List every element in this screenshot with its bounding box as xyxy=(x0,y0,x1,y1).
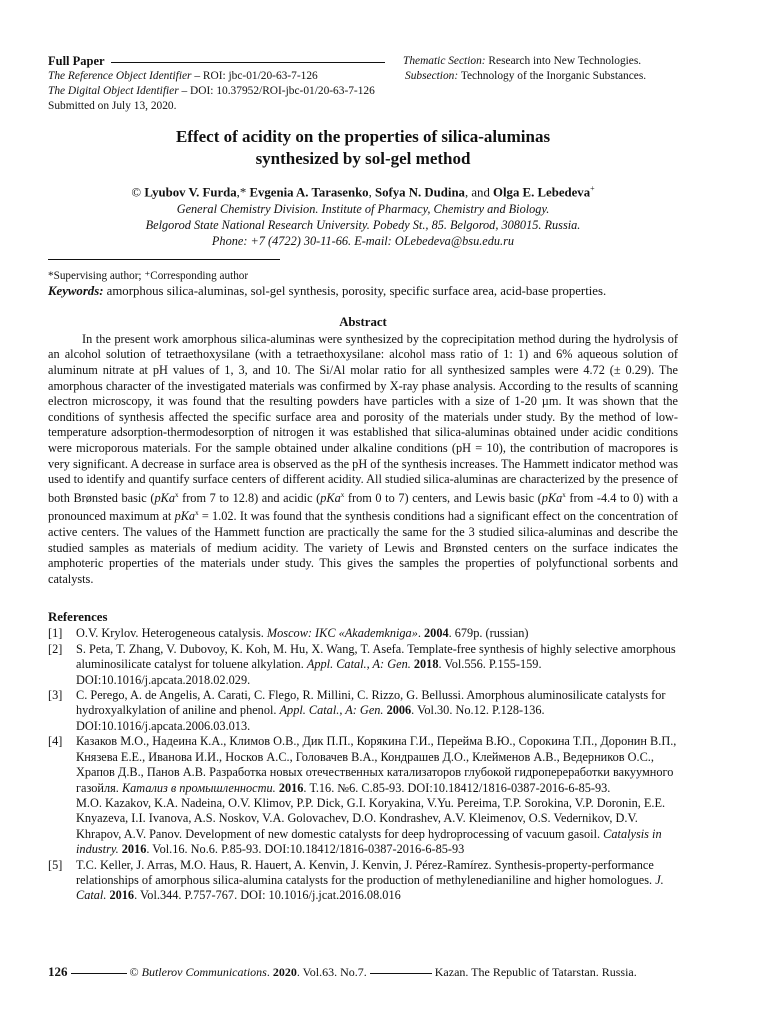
corresponding-mark: + xyxy=(590,184,595,193)
reference-year: 2018 xyxy=(413,657,439,672)
affiliation-line: Belgorod State National Research University. Pobedy St., 85. Belgorod, 308015. Russia. xyxy=(145,218,581,233)
doi-label: The Digital Object Identifier xyxy=(48,85,179,97)
subsection-value: Technology of the Inorganic Substances. xyxy=(460,70,647,82)
reference-text: T.C. Keller, J. Arras, M.O. Haus, R. Hauert, A. Kenvin, J. Kenvin, J. Pérez-Ramírez. Synthesis-property-performance relationships of amorphous silica-alumina catalysts for the production of methylenedianiline and higher homologues. xyxy=(76,857,656,887)
abstract-fragment: = 1.02. It was found that the synthesis conditions had a significant effect on the concentration of active centers. The values of the Hammett function are practically the same for the 3 studied silica-aluminas and describe the studied samples as materials of medium acidity. The variety of Lewis and Brønsted centers on the surface indicates the amphoteric properties of the materials under study. This gives the samples the properties of polyfunctional sorbents and catalysts. xyxy=(48,509,679,586)
reference-text: M.O. Kazakov, K.A. Nadeina, O.V. Klimov, P.P. Dick, G.I. Koryakina, V.Yu. Pereima, T.P. Sorokina, V.P. Doronin, E.E. Knyazeva, I.I. Ivanova, A.S. Noskov, V.A. Golovachev, D.O. Kondrashev, A.V. Kleimenov, O.S. Vedernikov, D.V. Khrapov, A.V. Panov. Development of new domestic catalysts for deep hydroprocessing of vacuum gasoil. xyxy=(76,795,666,841)
reference-journal: Appl. Catal., A: Gen. xyxy=(306,657,411,672)
footer-volume: . Vol.63. No.7. xyxy=(296,965,367,979)
reference-journal: Moscow: IKC «Akademkniga» xyxy=(266,626,418,641)
references-title: References xyxy=(48,610,108,625)
reference-item xyxy=(48,688,678,734)
paper-page xyxy=(48,54,678,904)
footer-separator: . xyxy=(266,965,273,979)
footer-rule xyxy=(71,973,127,974)
reference-year: 2004 xyxy=(424,626,449,641)
page-number: 126 xyxy=(48,964,68,979)
reference-text: . Т.16. №6. С.85-93. DOI:10.18412/1816-0387-2016-6-85-93. xyxy=(303,780,611,795)
author-mark: ,* xyxy=(236,185,250,200)
subsection-label: Subsection: xyxy=(405,70,459,82)
pka-superscript: x xyxy=(562,490,566,499)
abstract-fragment: from 0 to 7) centers, and Lewis basic ( xyxy=(344,490,542,505)
reference-text: . Vol.16. No.6. P.85-93. DOI:10.18412/1816-0387-2016-6-85-93 xyxy=(146,842,465,857)
keywords-text: amorphous silica-aluminas, sol-gel synthesis, porosity, specific surface area, acid-base properties. xyxy=(106,284,607,299)
pka-symbol: pKa xyxy=(154,490,175,505)
author-name: Olga E. Lebedeva xyxy=(493,185,591,200)
pka-symbol: pKa xyxy=(541,490,563,505)
roi-label: The Reference Object Identifier xyxy=(48,70,192,82)
header-row-1 xyxy=(48,54,678,69)
abstract-title: Abstract xyxy=(339,314,387,329)
page-footer xyxy=(48,964,688,980)
reference-item xyxy=(48,734,678,857)
reference-journal: Catalysis in industry. xyxy=(76,826,662,857)
reference-number: [5] xyxy=(48,857,63,872)
author-name: Evgenia A. Tarasenko xyxy=(249,185,369,200)
header-row-2 xyxy=(48,69,678,84)
paper-type: Full Paper xyxy=(48,54,105,68)
reference-number: [1] xyxy=(48,626,63,641)
reference-list xyxy=(48,626,678,903)
header-rule xyxy=(111,62,385,63)
reference-journal: Катализ в промышленности. xyxy=(121,780,276,795)
reference-number: [4] xyxy=(48,734,63,749)
journal-name: Butlerov Communications xyxy=(141,965,267,979)
footer-rule xyxy=(370,973,432,974)
title-line-1: Effect of acidity on the properties of silica-aluminas xyxy=(175,127,551,146)
reference-number: [3] xyxy=(48,688,63,703)
reference-journal: Appl. Catal., A: Gen. xyxy=(279,703,384,718)
reference-text: . xyxy=(417,626,425,641)
title-line-2: synthesized by sol-gel method xyxy=(255,149,471,168)
affiliation-line: General Chemistry Division. Institute of Pharmacy, Chemistry and Biology. xyxy=(176,202,550,217)
author-name: Lyubov V. Furda xyxy=(144,185,237,200)
affiliation xyxy=(48,201,678,249)
reference-journal: J. Catal. xyxy=(76,872,664,903)
reference-item xyxy=(48,858,678,904)
doi-value: – DOI: 10.37952/ROI-jbc-01/20-63-7-126 xyxy=(181,85,375,97)
reference-text: . Vol.556. P.155-159. DOI:10.1016/j.apcata.2018.02.029. xyxy=(76,657,542,687)
pka-superscript: x xyxy=(340,490,345,499)
pka-symbol: pKa xyxy=(320,490,341,505)
affiliation-contact: Phone: +7 (4722) 30-11-66. E-mail: OLebedeva@bsu.edu.ru xyxy=(211,234,515,249)
author-separator: , and xyxy=(464,185,494,200)
abstract-text xyxy=(48,332,678,588)
reference-text: . Vol.30. No.12. P.128-136. DOI:10.1016/j.apcata.2006.03.013. xyxy=(76,703,545,733)
keywords-label: Keywords: xyxy=(48,284,104,299)
reference-year: 2016 xyxy=(278,780,304,795)
header-row-3 xyxy=(48,84,678,99)
reference-text: Казаков М.О., Надеина К.А., Климов О.В., Дик П.П., Корякина Г.И., Перейма В.Ю., Сорокина Т.П., Доронин В.П., Князева Е.Е., Иванова И.И., Носков А.С., Головачев В.А., Кондрашев Д.О., Клейменов А.В., Ведерников О.С., Храпов Д.В., Панов А.В. Разработка новых отечественных катализаторов глубокой гидропереработки вакуумного газойля. xyxy=(76,734,677,795)
copyright-icon: © xyxy=(129,965,139,979)
footer-year: 2020 xyxy=(272,965,297,979)
reference-item xyxy=(48,642,678,688)
author-separator: , xyxy=(368,185,375,200)
copyright-icon: © xyxy=(131,185,142,200)
reference-number: [2] xyxy=(48,641,63,656)
author-name: Sofya N. Dudina xyxy=(375,185,465,200)
footnote-divider xyxy=(48,259,280,260)
pka-superscript: x xyxy=(174,490,179,499)
reference-year: 2006 xyxy=(386,703,412,718)
reference-text: O.V. Krylov. Heterogeneous catalysis. xyxy=(76,626,267,641)
reference-text: . Vol.344. P.757-767. DOI: 10.1016/j.jcat.2016.08.016 xyxy=(134,888,401,903)
thematic-value: Research into New Technologies. xyxy=(488,55,642,67)
abstract-fragment: In the present work amorphous silica-aluminas were synthesized by the coprecipitation method during the hydrolysis of an alcohol solution of tetraethoxysilane (with a tetraethoxysilane: alcohol mass ratio of 1: 1) and 6% aqueous solution of aluminum nitrate at pH values of 1, 3, and 10. The Si/Al molar ratio for all synthesized samples were 4.72 (± 0.29). The amorphous character of the investigated materials was confirmed by X-ray phase analysis. According to the results of scanning electron microscopy, it was found that the resulting powders have particles with a size of 1-20 µm. It was shown that the conditions of synthesis affected the specific surface area and porosity of the materials under study. By the method of low-temperature adsorption-thermodesorption of nitrogen it was established that silica-aluminas obtained under acidic conditions were microporous materials. For the sample obtained under alkaline conditions (pH = 10), the contribution of macropores is very significant. A decrease in surface area is observed as the pH of the synthesis increases. The Hammett indicator method was used to identify and quantify surface centers of different acidity. All studied silica-aluminas are characterized by the presence of both Brønsted basic ( xyxy=(48,331,678,505)
author-list xyxy=(48,180,678,201)
abstract-fragment: from -4.4 to 0) with a pronounced maximum at xyxy=(48,490,678,524)
submitted-date: Submitted on July 13, 2020. xyxy=(48,100,177,112)
reference-year: 2016 xyxy=(109,888,135,903)
reference-text: S. Peta, T. Zhang, V. Dubovoy, K. Koh, M. Hu, X. Wang, T. Asefa. Template-free synthesis of highly selective amorphous aluminosilicate catalyst for toluene alkylation. xyxy=(76,641,676,672)
keywords xyxy=(48,283,678,300)
thematic-label: Thematic Section: xyxy=(403,55,486,67)
footer-place: Kazan. The Republic of Tatarstan. Russia. xyxy=(434,965,637,979)
pka-superscript: x xyxy=(195,509,199,518)
author-footnote: *Supervising author; ⁺Corresponding author xyxy=(48,270,249,283)
reference-text: C. Perego, A. de Angelis, A. Carati, C. Flego, R. Millini, C. Rizzo, G. Bellussi. Amorphous aluminosilicate catalysts for hydroxyalkylation of aniline and phenol. xyxy=(76,688,666,718)
paper-title xyxy=(48,126,678,170)
pka-symbol: pKa xyxy=(174,509,196,524)
reference-year: 2016 xyxy=(121,842,147,857)
roi-value: – ROI: jbc-01/20-63-7-126 xyxy=(194,70,318,82)
abstract-fragment: from 7 to 12.8) and acidic ( xyxy=(178,490,321,505)
reference-item xyxy=(48,626,678,641)
reference-text: . 679p. (russian) xyxy=(448,626,529,641)
